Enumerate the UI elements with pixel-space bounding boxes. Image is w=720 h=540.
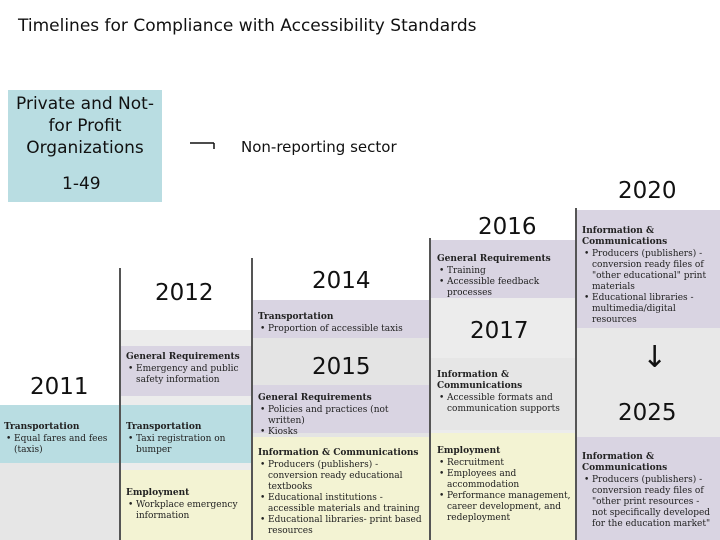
list-item: • Emergency and public safety information	[136, 364, 248, 386]
list-item: • Educational libraries - multimedia/digital resources	[592, 293, 717, 326]
down-arrow-icon: ↓	[642, 340, 668, 375]
list-item: • Kiosks	[268, 427, 426, 438]
year-2017: 2017	[470, 318, 529, 344]
block-2014-transport	[258, 312, 426, 335]
block-2020-info	[582, 226, 717, 326]
list-item: • Proportion of accessible taxis	[268, 324, 426, 335]
block-heading: Employment	[437, 446, 501, 456]
year-2025: 2025	[618, 400, 677, 426]
block-2017-employment	[437, 446, 573, 524]
block-2012-transport	[126, 422, 248, 456]
block-2025-info	[582, 452, 717, 530]
right-arrow-icon	[190, 140, 216, 154]
block-2016-general	[437, 254, 573, 299]
block-heading: General Requirements	[437, 254, 551, 264]
block-heading: Information & Communications	[582, 226, 668, 247]
year-2011: 2011	[30, 374, 89, 400]
list-item: • Workplace emergency information	[136, 500, 248, 522]
block-2017-info	[437, 370, 573, 415]
year-2020: 2020	[618, 178, 677, 204]
list-item: • Equal fares and fees (taxis)	[14, 434, 116, 456]
list-item: • Accessible feedback processes	[447, 277, 573, 299]
list-item: • Producers (publishers) - conversion ready files of "other print resources - not specifically developed for the education market"	[592, 475, 717, 530]
list-item: • Training	[447, 266, 573, 277]
block-2012-employment	[126, 488, 248, 522]
year-2014: 2014	[312, 268, 371, 294]
block-heading: Transportation	[4, 422, 80, 432]
block-heading: Information & Communications	[582, 452, 668, 473]
year-2012: 2012	[155, 280, 214, 306]
list-item: • Performance management, career development, and redeployment	[447, 491, 573, 524]
non-reporting-sector-label: Non-reporting sector	[241, 138, 397, 156]
list-item: • Educational institutions - accessible materials and training	[268, 493, 426, 515]
block-heading: General Requirements	[258, 393, 372, 403]
block-2012-general	[126, 352, 248, 386]
block-2015-info	[258, 448, 426, 537]
block-heading: Employment	[126, 488, 190, 498]
list-item: • Policies and practices (not written)	[268, 405, 426, 427]
block-heading: Information & Communications	[258, 448, 419, 458]
list-item: • Taxi registration on bumper	[136, 434, 248, 456]
block-2011-transport	[4, 422, 116, 456]
list-item: • Recruitment	[447, 458, 573, 469]
organization-label: Private and Not-for Profit Organizations	[16, 94, 154, 158]
block-heading: General Requirements	[126, 352, 240, 362]
block-heading: Information & Communications	[437, 370, 523, 391]
block-heading: Transportation	[258, 312, 334, 322]
block-2015-general	[258, 393, 426, 438]
organization-size-range: 1-49	[62, 174, 101, 194]
list-item: • Employees and accommodation	[447, 469, 573, 491]
list-item: • Producers (publishers) - conversion ready educational textbooks	[268, 460, 426, 493]
year-2015: 2015	[312, 354, 371, 380]
list-item: • Educational libraries- print based resources	[268, 515, 426, 537]
list-item: • Accessible formats and communication supports	[447, 393, 573, 415]
year-2016: 2016	[478, 214, 537, 240]
page-title: Timelines for Compliance with Accessibility Standards	[18, 16, 477, 36]
list-item: • Producers (publishers) - conversion ready files of "other educational" print materials	[592, 249, 717, 293]
block-heading: Transportation	[126, 422, 202, 432]
